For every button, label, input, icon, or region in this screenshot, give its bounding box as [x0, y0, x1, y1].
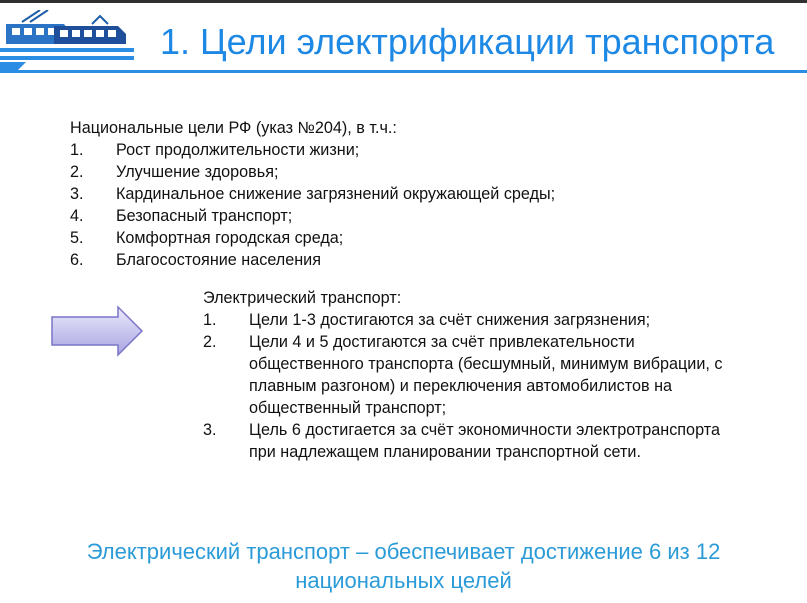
conclusion-text — [20, 537, 787, 595]
list-item — [70, 161, 670, 183]
list-item-text: Кардинальное снижение загрязнений окружающей среды; — [116, 185, 556, 203]
national-goals-heading: Национальные цели РФ (указ №204), в т.ч.: — [70, 119, 397, 137]
list-item-number: 6. — [70, 251, 84, 269]
list-item — [203, 309, 743, 331]
top-border — [0, 0, 807, 3]
list-item-text: Комфортная городская среда; — [116, 229, 344, 247]
list-item — [70, 183, 670, 205]
list-item-number: 1. — [70, 141, 84, 159]
list-item — [203, 331, 743, 419]
list-item-number: 3. — [70, 185, 84, 203]
header-divider — [0, 70, 807, 73]
list-item-number: 1. — [203, 311, 217, 329]
page-title: 1. Цели электрификации транспорта — [160, 21, 775, 62]
list-item — [70, 139, 670, 161]
list-item-text: Рост продолжительности жизни; — [116, 141, 360, 159]
list-item — [203, 419, 743, 463]
conclusion-line-1: Электрический транспорт – обеспечивает достижение 6 из 12 — [86, 539, 721, 564]
list-item-text: Безопасный транспорт; — [116, 207, 293, 225]
list-item-text: Цель 6 достигается за счёт экономичности электротранспорта при надлежащем планировании транспортной сети. — [249, 421, 720, 461]
list-item — [70, 205, 670, 227]
list-item — [70, 249, 670, 271]
list-item-text: Цели 4 и 5 достигаются за счёт привлекательности общественного транспорта (бесшумный, минимум вибрации, с плавным разгоном) и переключения автомобилистов на общественный транспорт; — [249, 333, 723, 417]
conclusion-line-2: национальных целей — [295, 568, 512, 593]
list-item-text: Цели 1-3 достигаются за счёт снижения загрязнения; — [249, 311, 651, 329]
list-item-number: 3. — [203, 421, 217, 439]
right-arrow-icon — [50, 305, 144, 357]
national-goals-list — [70, 117, 670, 271]
list-item-number: 5. — [70, 229, 84, 247]
list-item-text: Благосостояние населения — [116, 251, 321, 269]
list-item-number: 4. — [70, 207, 84, 225]
list-item-number: 2. — [70, 163, 84, 181]
list-item-number: 2. — [203, 333, 217, 351]
electric-transport-heading: Электрический транспорт: — [203, 289, 402, 307]
tram-and-trolleybus-logo-icon — [0, 10, 134, 70]
electric-transport-list — [203, 287, 743, 463]
list-item-text: Улучшение здоровья; — [116, 163, 279, 181]
list-item — [70, 227, 670, 249]
